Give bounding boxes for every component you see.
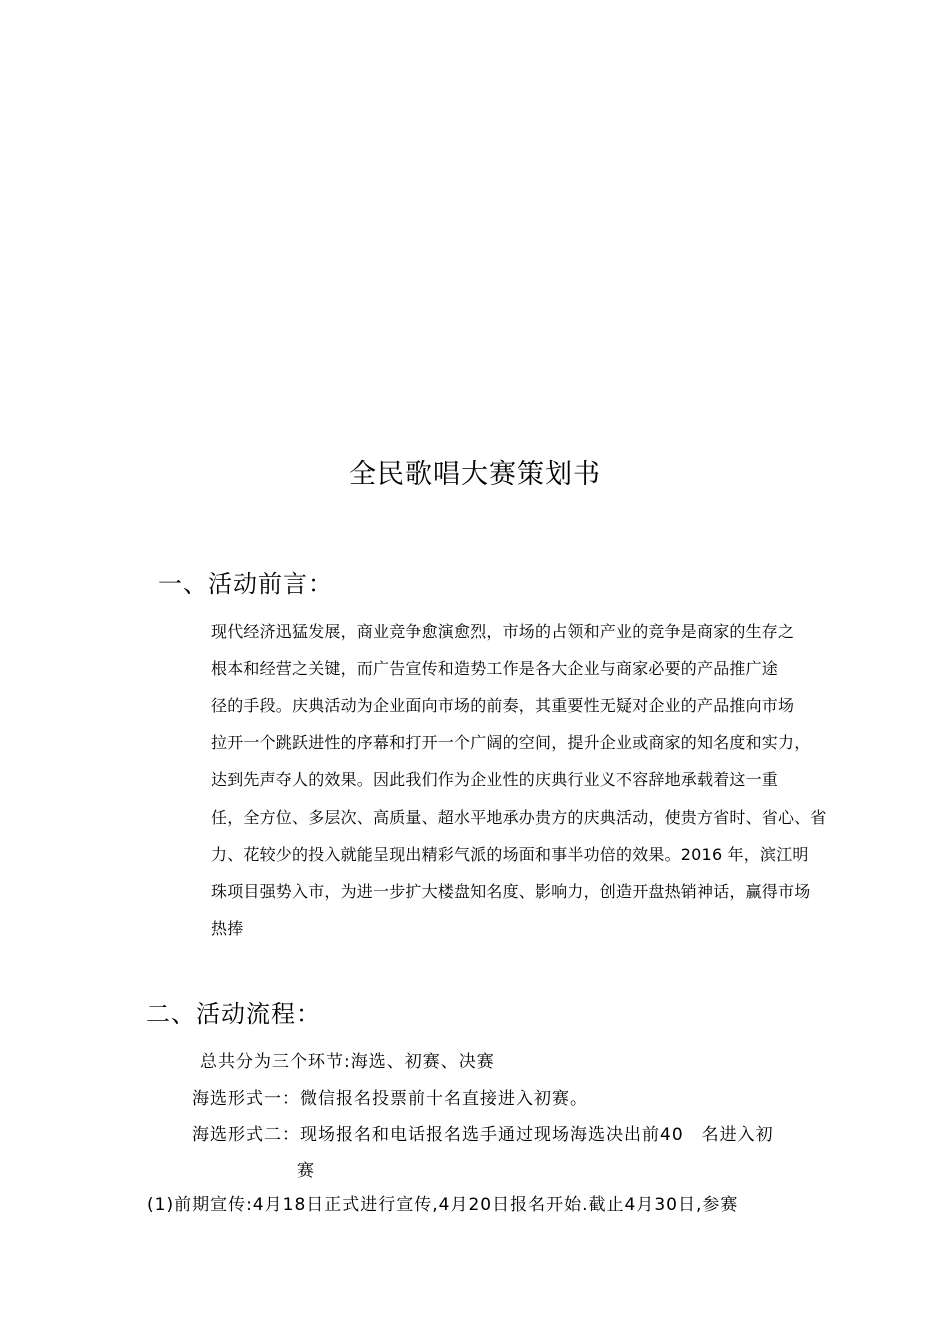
preface-line: 根本和经营之关键，而广告宣传和造势工作是各大企业与商家必要的产品推广途: [211, 659, 779, 678]
audition-form-two-continued: 赛: [297, 1161, 315, 1181]
preface-line: 任，全方位、多层次、高质量、超水平地承办贵方的庆典活动，使贵方省时、省心、省: [211, 808, 827, 827]
audition-form-one: 海选形式一：微信报名投票前十名直接进入初赛。: [192, 1089, 588, 1109]
audition-form-two: 海选形式二：现场报名和电话报名选手通过现场海选决出前40 名进入初: [192, 1125, 774, 1145]
step-promotion: (1)前期宣传:4月18日正式进行宣传,4月20日报名开始.截止4月30日,参赛: [147, 1195, 739, 1215]
preface-line: 热捧: [211, 919, 244, 938]
document-title: 全民歌唱大赛策划书: [349, 459, 601, 490]
preface-line: 力、花较少的投入就能呈现出精彩气派的场面和事半功倍的效果。2016 年，滨江明: [211, 845, 809, 864]
section-heading-preface: 一、活动前言：: [158, 570, 333, 598]
preface-line: 达到先声夺人的效果。因此我们作为企业性的庆典行业义不容辞地承载着这一重: [211, 770, 779, 789]
preface-line: 珠项目强势入市，为进一步扩大楼盘知名度、影响力，创造开盘热销神话，赢得市场: [211, 882, 811, 901]
section-heading-process: 二、活动流程：: [146, 1000, 321, 1028]
preface-line: 径的手段。庆典活动为企业面向市场的前奏，其重要性无疑对企业的产品推向市场: [211, 696, 795, 715]
preface-line: 拉开一个跳跃进性的序幕和打开一个广阔的空间，提升企业或商家的知名度和实力，: [211, 733, 811, 752]
process-overview: 总共分为三个环节:海选、初赛、决赛: [200, 1052, 495, 1072]
preface-line: 现代经济迅猛发展，商业竞争愈演愈烈，市场的占领和产业的竞争是商家的生存之: [211, 622, 795, 641]
